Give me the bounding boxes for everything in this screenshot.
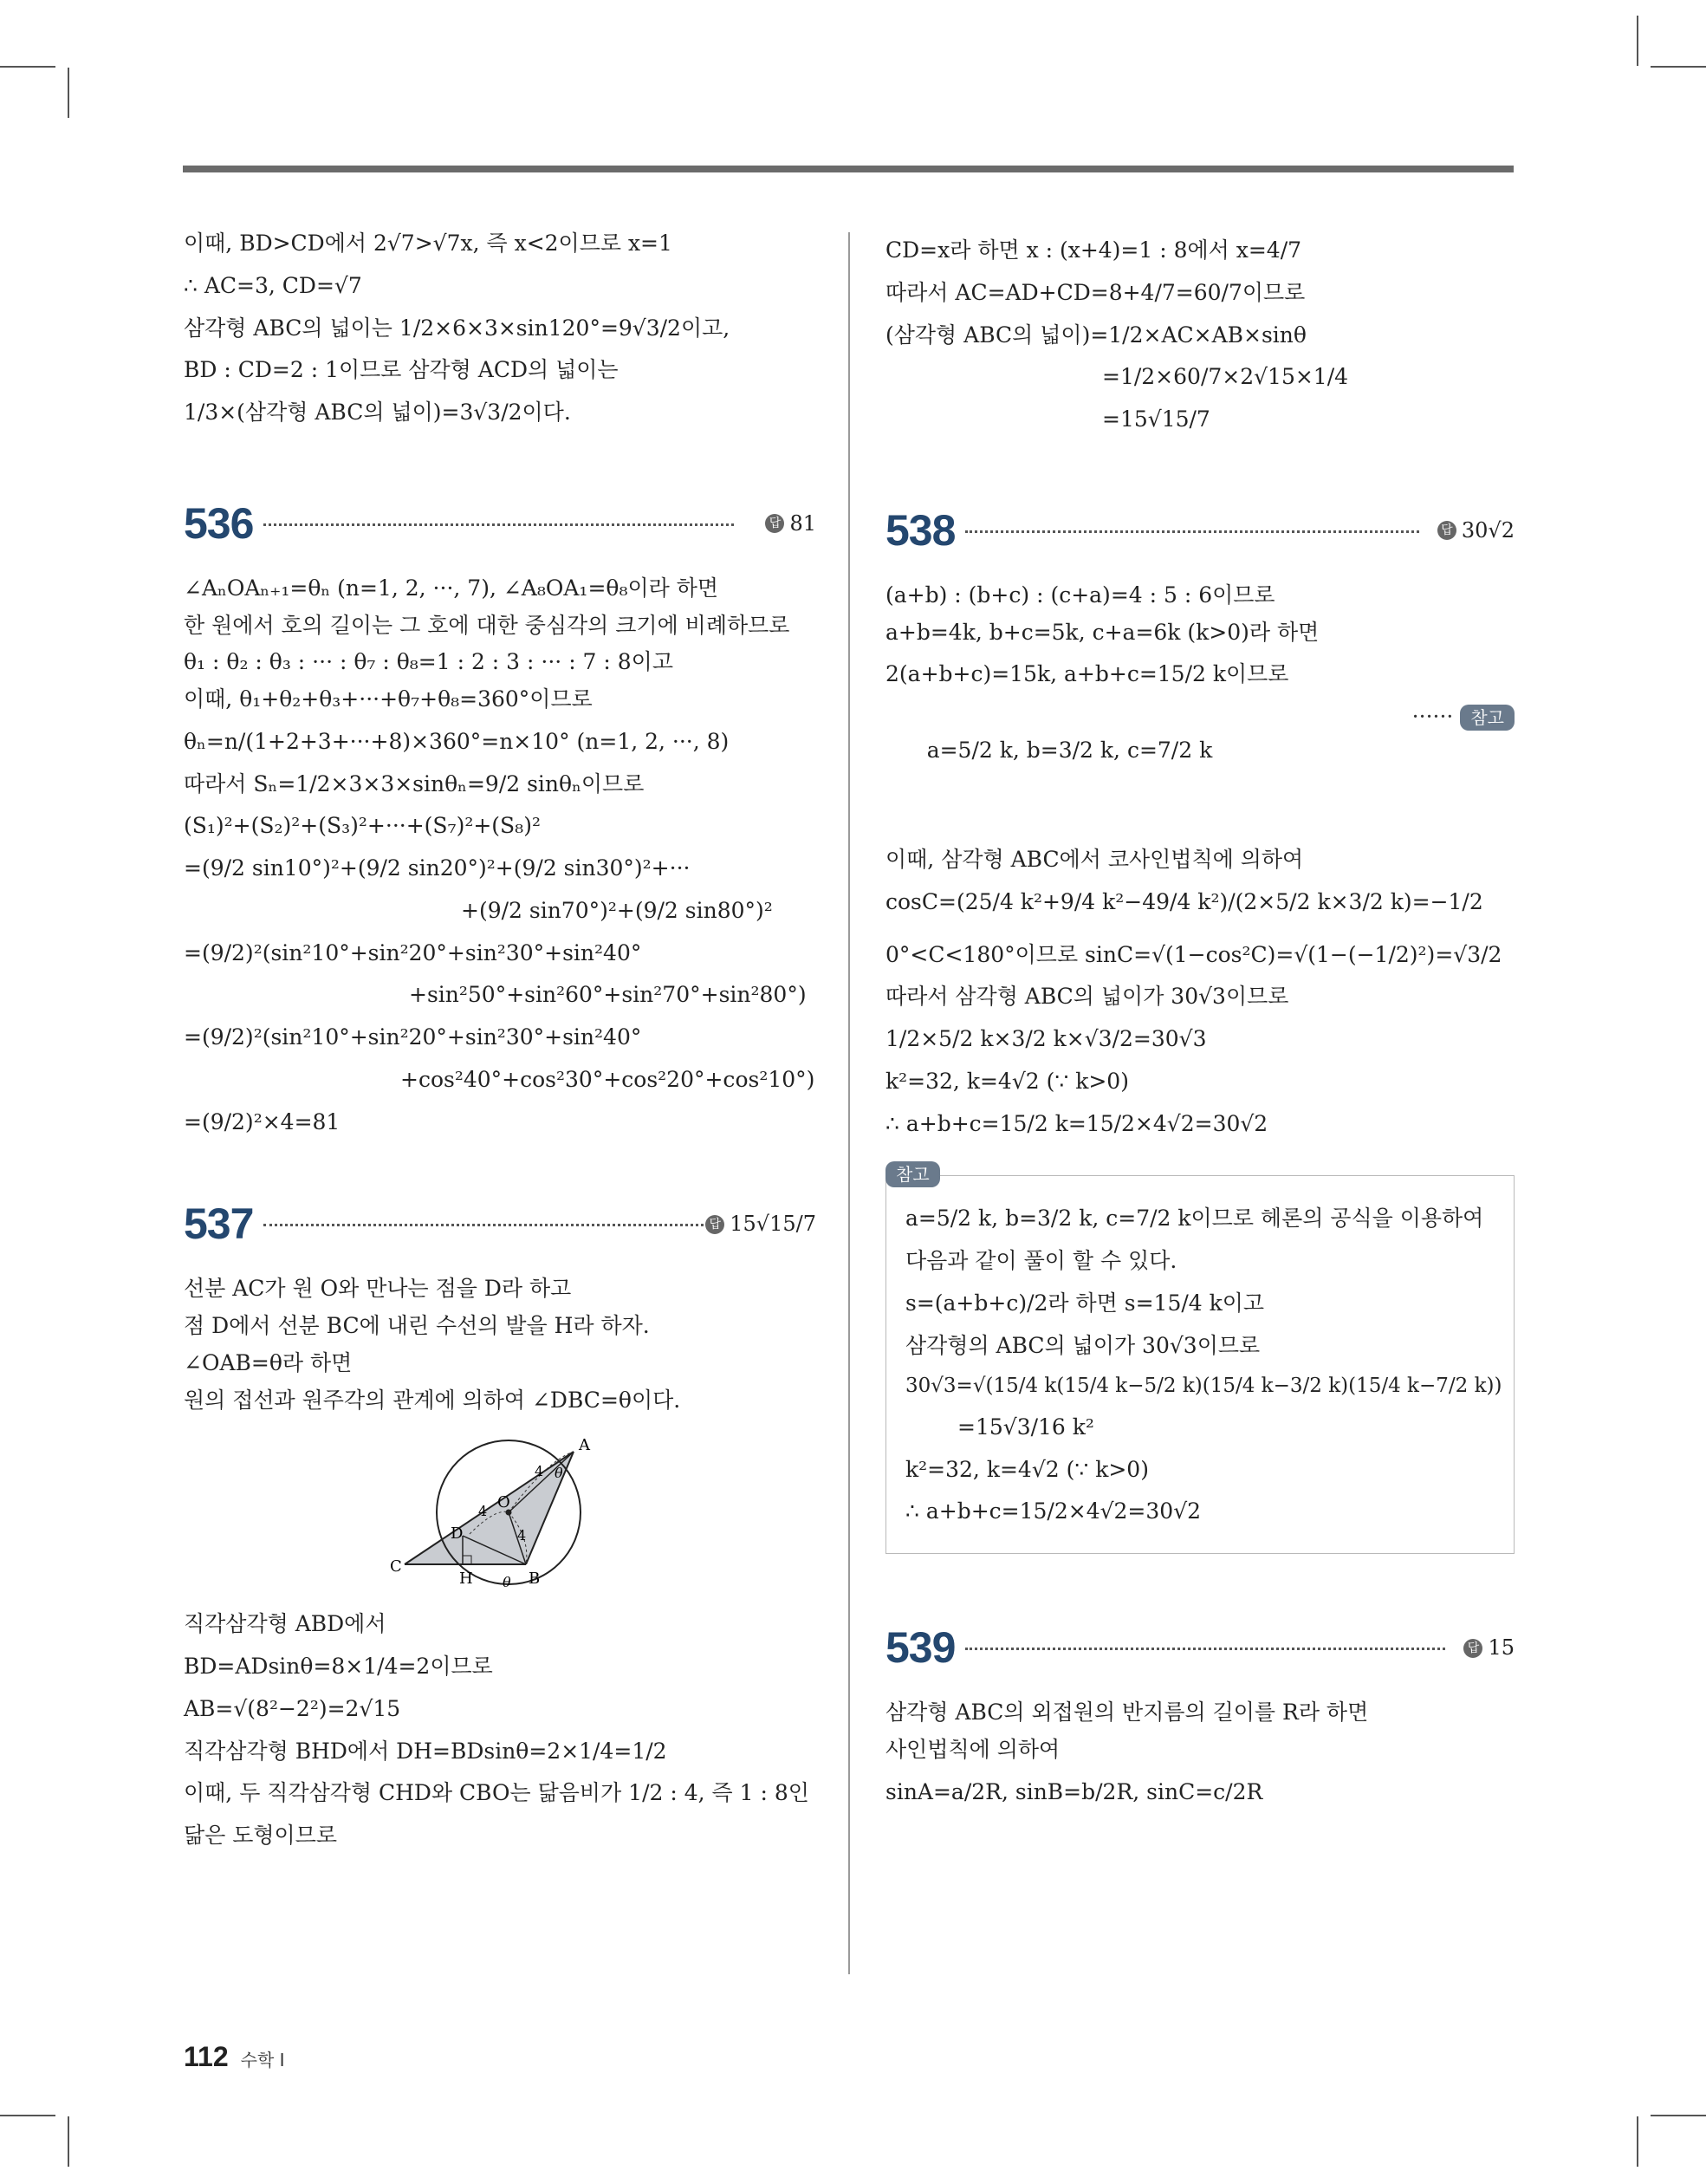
text-line: =15√3/16 k²	[957, 1414, 1094, 1440]
right-column	[885, 234, 1515, 1817]
text-line: 직각삼각형 ABD에서	[184, 1611, 386, 1637]
text-line: θₙ=n/(1+2+3+···+8)×360°=n×10° (n=1, 2, ···, 8)	[184, 728, 730, 754]
label-theta: θ	[555, 1465, 563, 1482]
book-title: 수학 I	[240, 2050, 285, 2070]
text-line: 따라서 삼각형 ABC의 넓이가 30√3이므로	[885, 984, 1289, 1010]
text-line: cosC=(25/4 k²+9/4 k²−49/4 k²)/(2×5/2 k×3/2 k)=−1/2	[885, 888, 1483, 914]
note-tag: 참고	[885, 1161, 940, 1187]
text-line: =(9/2)²(sin²10°+sin²20°+sin²30°+sin²40°	[184, 1024, 642, 1050]
solution-538	[885, 579, 1515, 1554]
section-header-537	[184, 1191, 816, 1253]
text-line: 1/3×(삼각형 ABC의 넓이)=3√3/2이다.	[184, 400, 571, 425]
answer-value: 81	[789, 510, 816, 536]
reference-note	[885, 1164, 1515, 1554]
circle-triangle-figure	[374, 1426, 634, 1599]
leader-dots: ······	[1411, 704, 1454, 729]
continued-solution-537	[885, 234, 1515, 437]
solution-536	[184, 572, 816, 1140]
text-line: ∠AₙOAₙ₊₁=θₙ (n=1, 2, ···, 7), ∠A₈OA₁=θ₈이라 하면	[184, 575, 719, 601]
answer-badge-icon: 답	[1437, 521, 1456, 540]
label-a: A	[579, 1436, 590, 1455]
label-b: B	[529, 1570, 541, 1589]
crop-mark	[68, 2116, 69, 2167]
text-line: 따라서 AC=AD+CD=8+4/7=60/7이므로	[885, 279, 1306, 305]
crop-mark	[1637, 2116, 1638, 2167]
text-line: =(9/2)²(sin²10°+sin²20°+sin²30°+sin²40°	[184, 939, 642, 965]
reference-tag: 참고	[1460, 705, 1515, 731]
text-line: =15√15/7	[1102, 406, 1210, 432]
answer-value: 15√15/7	[730, 1212, 816, 1237]
text-line: ∴ AC=3, CD=√7	[184, 272, 362, 298]
text-line: =1/2×60/7×2√15×1/4	[1102, 364, 1349, 390]
reference-pointer	[1412, 700, 1515, 734]
text-line: 이때, 삼각형 ABC에서 코사인법칙에 의하여	[885, 847, 1304, 872]
leader-dots	[965, 530, 1419, 533]
header-rule	[183, 166, 1514, 172]
text-line: 이때, BD>CD에서 2√7>√7x, 즉 x<2이므로 x=1	[184, 231, 672, 256]
text-line: 삼각형 ABC의 넓이는 1/2×6×3×sin120°=9√3/2이고,	[184, 315, 730, 341]
crop-mark	[1651, 66, 1706, 68]
answer	[1463, 1632, 1515, 1664]
text-line: a=5/2 k, b=3/2 k, c=7/2 k이므로 헤론의 공식을 이용하여	[905, 1206, 1484, 1232]
text-line: 이때, 두 직각삼각형 CHD와 CBO는 닮음비가 1/2 : 4, 즉 1 : 8인	[184, 1780, 809, 1806]
text-line: 선분 AC가 원 O와 만나는 점을 D라 하고	[184, 1276, 572, 1302]
text-line: 다음과 같이 풀이 할 수 있다.	[905, 1248, 1177, 1273]
text-line: 0°<C<180°이므로 sinC=√(1−cos²C)=√(1−(−1/2)²)=√3/2	[885, 941, 1502, 967]
answer-value: 30√2	[1461, 517, 1515, 543]
text-line: s=(a+b+c)/2라 하면 s=15/4 k이고	[905, 1290, 1265, 1316]
section-number: 539	[885, 1623, 956, 1673]
text-line: 닮은 도형이므로	[184, 1823, 337, 1848]
text-line: CD=x라 하면 x : (x+4)=1 : 8에서 x=4/7	[885, 237, 1302, 263]
left-column	[184, 227, 816, 1862]
page-number: 112	[184, 2041, 229, 2072]
section-header-538	[885, 497, 1515, 560]
text-line: ∴ a+b+c=15/2×4√2=30√2	[905, 1498, 1202, 1524]
text-line: 삼각형 ABC의 외접원의 반지름의 길이를 R라 하면	[885, 1700, 1369, 1726]
leader-dots	[965, 1648, 1445, 1650]
answer	[705, 1208, 816, 1240]
section-number: 538	[885, 505, 956, 555]
crop-mark	[68, 68, 69, 118]
text-line: =(9/2)²×4=81	[184, 1108, 341, 1134]
label-c: C	[390, 1557, 402, 1576]
label-h: H	[459, 1570, 473, 1589]
crop-mark	[1651, 2115, 1706, 2116]
label-length: 4	[517, 1527, 527, 1544]
answer-badge-icon: 답	[1463, 1639, 1482, 1658]
answer-badge-icon: 답	[705, 1215, 724, 1234]
text-line: 점 D에서 선분 BC에 내린 수선의 발을 H라 하자.	[184, 1313, 650, 1338]
text-line: 1/2×5/2 k×3/2 k×√3/2=30√3	[885, 1026, 1207, 1051]
section-header-539	[885, 1615, 1515, 1677]
leader-dots	[263, 1224, 704, 1226]
text-line: 30√3=√(15/4 k(15/4 k−5/2 k)(15/4 k−3/2 k)(15/4 k−7/2 k))	[905, 1375, 1502, 1398]
text-line: a=5/2 k, b=3/2 k, c=7/2 k	[926, 737, 1213, 763]
text-line: BD=ADsinθ=8×1/4=2이므로	[184, 1654, 493, 1679]
page-footer	[184, 2041, 285, 2073]
text-line: 삼각형의 ABC의 넓이가 30√3이므로	[905, 1332, 1261, 1358]
reference-line	[885, 700, 1515, 835]
section-number: 537	[184, 1199, 254, 1249]
label-length: 4	[478, 1503, 488, 1520]
column-divider	[848, 232, 850, 1974]
crop-mark	[0, 66, 55, 68]
note-box	[885, 1175, 1515, 1554]
crop-mark	[1637, 16, 1638, 66]
text-line: θ₁ : θ₂ : θ₃ : ··· : θ₇ : θ₈=1 : 2 : 3 : ··· : 7 : 8이고	[184, 649, 673, 675]
text-line: 이때, θ₁+θ₂+θ₃+···+θ₇+θ₈=360°이므로	[184, 686, 593, 712]
section-header-536	[184, 491, 816, 553]
text-line: 한 원에서 호의 길이는 그 호에 대한 중심각의 크기에 비례하므로	[184, 612, 790, 638]
crop-mark	[0, 2115, 55, 2116]
text-line: ∴ a+b+c=15/2 k=15/2×4√2=30√2	[885, 1110, 1268, 1136]
text-line: 따라서 Sₙ=1/2×3×3×sinθₙ=9/2 sinθₙ이므로	[184, 770, 645, 796]
answer	[765, 508, 816, 540]
text-line: (S₁)²+(S₂)²+(S₃)²+···+(S₇)²+(S₈)²	[184, 813, 541, 839]
label-o: O	[497, 1493, 510, 1512]
text-line: =(9/2 sin10°)²+(9/2 sin20°)²+(9/2 sin30°)²+···	[184, 855, 691, 881]
continued-solution	[184, 227, 816, 430]
text-line: +sin²50°+sin²60°+sin²70°+sin²80°)	[409, 982, 807, 1008]
text-line: 사인법칙에 의하여	[885, 1736, 1061, 1762]
solution-537	[184, 1272, 816, 1853]
text-line: AB=√(8²−2²)=2√15	[184, 1695, 401, 1721]
label-d: D	[451, 1524, 464, 1544]
section-number: 536	[184, 498, 254, 548]
leader-dots	[263, 523, 734, 526]
solution-539	[885, 1696, 1515, 1809]
answer-value: 15	[1488, 1635, 1515, 1661]
text-line: k²=32, k=4√2 (∵ k>0)	[885, 1068, 1129, 1094]
text-line: k²=32, k=4√2 (∵ k>0)	[905, 1456, 1149, 1482]
text-line: (삼각형 ABC의 넓이)=1/2×AC×AB×sinθ	[885, 322, 1307, 348]
text-line: a+b=4k, b+c=5k, c+a=6k (k>0)라 하면	[885, 619, 1320, 645]
geometry-diagram	[374, 1426, 634, 1599]
text-line: sinA=a/2R, sinB=b/2R, sinC=c/2R	[885, 1778, 1263, 1804]
text-line: (a+b) : (b+c) : (c+a)=4 : 5 : 6이므로	[885, 582, 1275, 608]
answer	[1437, 515, 1515, 547]
text-line: ∠OAB=θ라 하면	[184, 1349, 353, 1375]
text-line: +(9/2 sin70°)²+(9/2 sin80°)²	[461, 897, 773, 923]
text-line: BD : CD=2 : 1이므로 삼각형 ACD의 넓이는	[184, 357, 619, 383]
text-line: +cos²40°+cos²30°+cos²20°+cos²10°)	[400, 1066, 815, 1092]
label-theta: θ	[503, 1574, 511, 1591]
text-line: 원의 접선과 원주각의 관계에 의하여 ∠DBC=θ이다.	[184, 1387, 681, 1413]
text-line: 직각삼각형 BHD에서 DH=BDsinθ=2×1/4=1/2	[184, 1738, 667, 1764]
label-length: 4	[535, 1463, 544, 1480]
answer-badge-icon: 답	[765, 514, 784, 533]
text-line: 2(a+b+c)=15k, a+b+c=15/2 k이므로	[885, 661, 1289, 687]
